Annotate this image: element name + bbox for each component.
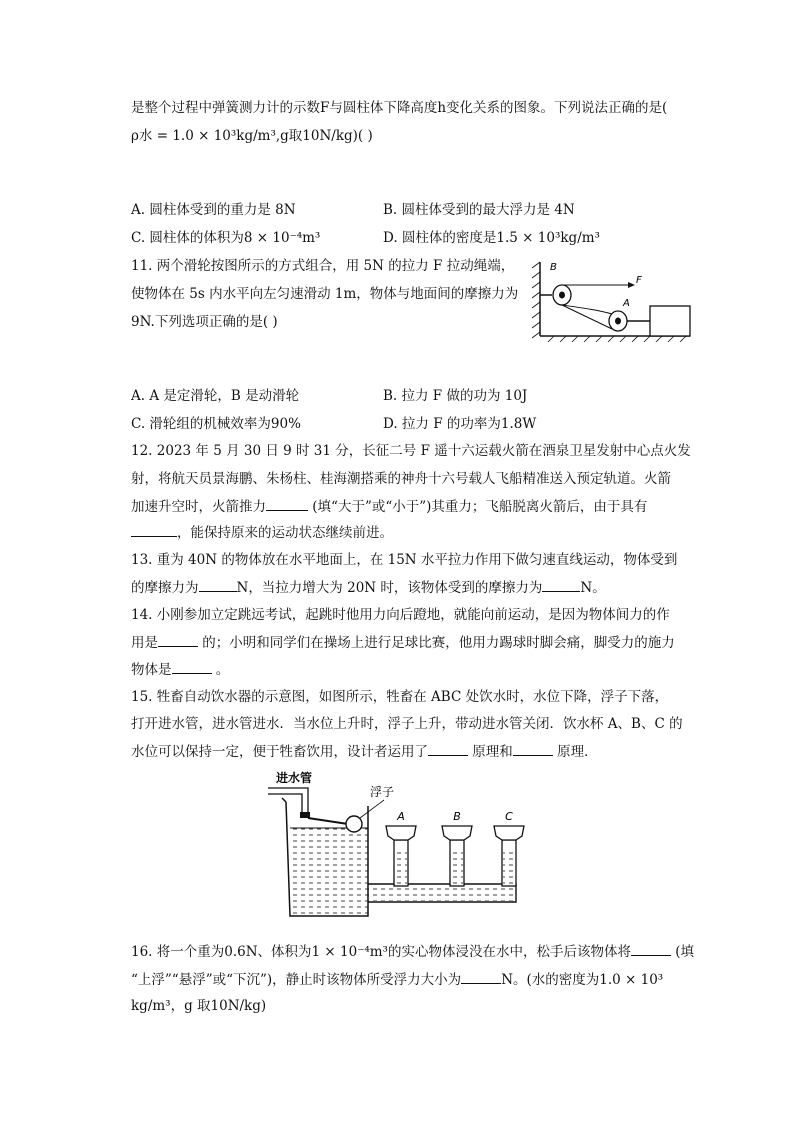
q11-label-f: F xyxy=(636,275,642,286)
q12-line2: 射，将航天员景海鹏、朱杨柱、桂海潮搭乘的神舟十六号载人飞船精准送入预定轨道。火箭 xyxy=(131,471,671,487)
q16-line1-text-a: 16. 将一个重为0.6N、体积为1 × 10⁻⁴m³的实心物体浸没在水中，松手后该物体将 xyxy=(131,944,631,960)
q16-line2-text-a: “上浮”“悬浮”或“下沉”)，静止时该物体所受浮力大小为 xyxy=(131,972,462,988)
q16-line2 xyxy=(131,969,663,990)
q12-blank-1[interactable] xyxy=(266,496,308,511)
q14-line3 xyxy=(131,659,229,680)
q14-line2-text-a: 用是 xyxy=(131,635,158,651)
q15-label-inlet: 进水管 xyxy=(276,771,313,785)
q16-line1-text-b: (填 xyxy=(670,944,695,960)
q15-line3-text-b: 原理和 xyxy=(468,744,513,760)
q14-line3-text-b: 。 xyxy=(211,662,230,678)
q12-line4-text: ，能保持原来的运动状态继续前进。 xyxy=(177,525,393,541)
q10-option-d[interactable]: D. 圆柱体的密度是1.5 × 10³kg/m³ xyxy=(383,230,600,246)
q10-stem-line2: ρ水 = 1.0 × 10³kg/m³,g取10N/kg)( ) xyxy=(131,128,373,144)
q15-label-b: B xyxy=(453,810,461,823)
q11-pulley-figure xyxy=(528,258,698,342)
q16-blank-2[interactable] xyxy=(461,969,501,984)
q16-line2-text-b: N。(水的密度为1.0 × 10³ xyxy=(501,972,664,988)
q15-line3-text-c: 原理． xyxy=(552,744,598,760)
q11-label-b: B xyxy=(550,262,557,273)
q14-line1: 14. 小刚参加立定跳远考试，起跳时他用力向后蹬地，就能向前运动，是因为物体间力的作 xyxy=(131,607,670,623)
q13-blank-1[interactable] xyxy=(199,577,237,592)
q12-line3-text-b: (填“大于”或“小于”)其重力；飞船脱离火箭后，由于具有 xyxy=(308,499,648,515)
q15-label-float: 浮子 xyxy=(370,785,395,799)
q15-drinker-figure xyxy=(268,766,530,922)
q11-stem-line3: 9N.下列选项正确的是( ) xyxy=(131,314,278,330)
q13-line2-text-c: N。 xyxy=(580,580,606,596)
q12-line4 xyxy=(131,522,393,543)
q13-line1: 13. 重为 40N 的物体放在水平地面上，在 15N 水平拉力作用下做匀速直线运动，物体受到 xyxy=(131,552,678,568)
q15-label-a: A xyxy=(397,810,405,823)
q11-option-c[interactable]: C. 滑轮组的机械效率为90% xyxy=(131,416,301,432)
q14-line2-text-b: 的；小明和同学们在操场上进行足球比赛，他用力踢球时脚会痛，脚受力的施力 xyxy=(198,635,675,651)
q16-blank-1[interactable] xyxy=(631,941,671,956)
q13-line2-text-b: N，当拉力增大为 20N 时，该物体受到的摩擦力为 xyxy=(236,580,543,596)
q13-line2-text-a: 的摩擦力为 xyxy=(131,580,199,596)
q15-line2: 打开进水管，进水管进水．当水位上升时，浮子上升，带动进水管关闭．饮水杯 A、B、C 的 xyxy=(131,716,683,732)
q14-blank-1[interactable] xyxy=(158,632,198,647)
q14-line2 xyxy=(131,632,675,653)
q11-label-a: A xyxy=(623,298,630,309)
q10-option-c[interactable]: C. 圆柱体的体积为8 × 10⁻⁴m³ xyxy=(131,230,321,246)
q12-line3-text-a: 加速升空时，火箭推力 xyxy=(131,499,266,515)
q10-option-b[interactable]: B. 圆柱体受到的最大浮力是 4N xyxy=(383,202,575,218)
q11-stem-line1: 11. 两个滑轮按图所示的方式组合，用 5N 的拉力 F 拉动绳端， xyxy=(131,258,515,274)
q15-blank-2[interactable] xyxy=(513,741,553,756)
q11-option-d[interactable]: D. 拉力 F 的功率为1.8W xyxy=(383,416,537,432)
q11-option-a[interactable]: A. A 是定滑轮，B 是动滑轮 xyxy=(131,388,300,404)
q12-blank-2[interactable] xyxy=(131,522,177,537)
q11-stem-line2: 使物体在 5s 内水平向左匀速滑动 1m，物体与地面间的摩擦力为 xyxy=(131,286,519,302)
q12-line3 xyxy=(131,496,647,517)
q15-line1: 15. 牲畜自动饮水器的示意图，如图所示，牲畜在 ABC 处饮水时，水位下降，浮子下落， xyxy=(131,689,669,705)
q15-line3-text-a: 水位可以保持一定，便于牲畜饮用，设计者运用了 xyxy=(131,744,428,760)
q14-blank-2[interactable] xyxy=(172,659,212,674)
q15-line3 xyxy=(131,741,598,762)
q15-label-c: C xyxy=(505,810,513,823)
q16-line3: kg/m³，g 取10N/kg) xyxy=(131,998,267,1014)
q16-line1 xyxy=(131,941,694,962)
q11-option-b[interactable]: B. 拉力 F 做的功为 10J xyxy=(383,388,528,404)
q13-line2 xyxy=(131,577,606,598)
q15-blank-1[interactable] xyxy=(428,741,468,756)
q13-blank-2[interactable] xyxy=(542,577,580,592)
q10-stem-line1: 是整个过程中弹簧测力计的示数F与圆柱体下降高度h变化关系的图象。下列说法正确的是( xyxy=(131,100,668,116)
q12-line1: 12. 2023 年 5 月 30 日 9 时 31 分，长征二号 F 遥十六运载火箭在酒泉卫星发射中心点火发 xyxy=(131,443,691,459)
q14-line3-text-a: 物体是 xyxy=(131,662,172,678)
q10-option-a[interactable]: A. 圆柱体受到的重力是 8N xyxy=(131,202,296,218)
